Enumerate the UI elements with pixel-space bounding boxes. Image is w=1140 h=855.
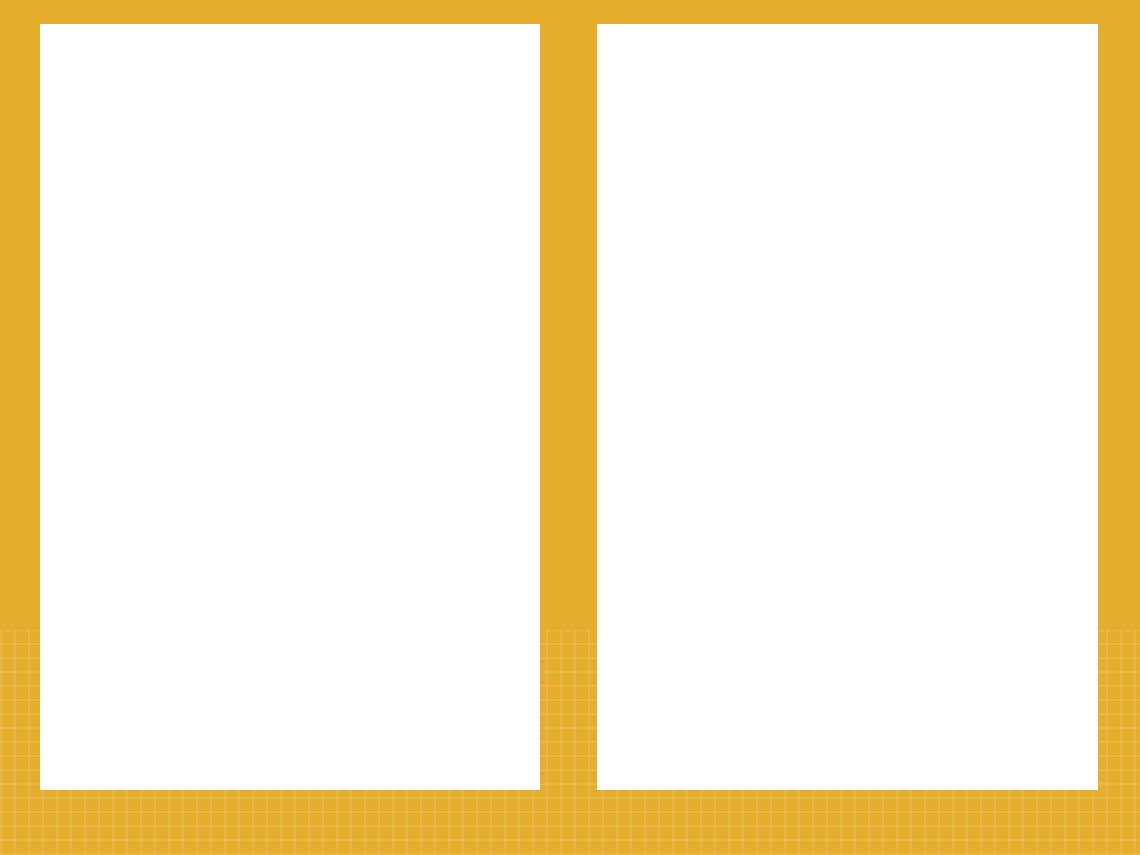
- coffee-espresso-panel: [40, 24, 540, 790]
- other-beverages-panel: [597, 24, 1098, 790]
